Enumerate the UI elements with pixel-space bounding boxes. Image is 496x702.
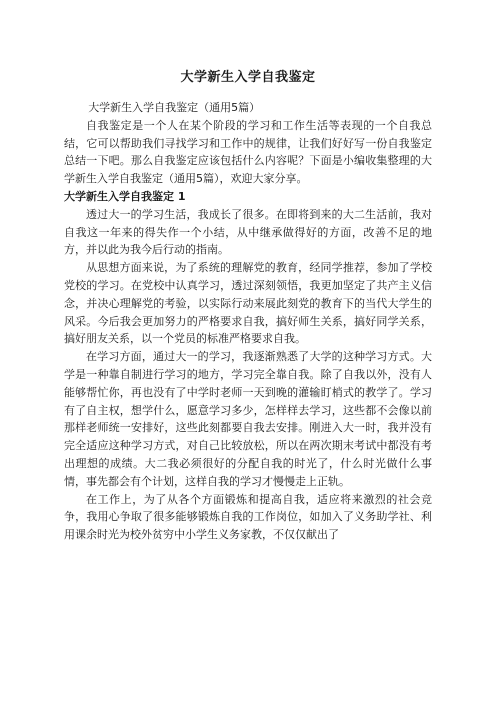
document-subtitle: 大学新生入学自我鉴定（通用5篇）: [88, 101, 261, 114]
document-title: 大学新生入学自我鉴定: [180, 70, 316, 85]
section-heading: 大学新生入学自我鉴定 1: [64, 189, 186, 203]
body-paragraph: 透过大一的学习生活，我成长了很多。在即将到来的大二生活前，我对自我这一年来的得失作一个小结，从中继承做得好的方面，改善不足的地方，并以此为我今后行动的指南。: [64, 207, 432, 257]
body-paragraph: 在学习方面，通过大一的学习，我逐渐熟悉了大学的这种学习方式。大学是一种靠自制进行学习的地方，学习完全靠自我。除了自我以外，没有人能够帮忙你，再也没有了中学时老师一天到晚的灌输盯梢式的教学了。学习有了自主权，想学什么，愿意学习多少，怎样样去学习，这些都不会像以前那样老师统一安排好，这些此刻都要自我去安排。刚进入大一时，我并没有完全适应这种学习方式，对自己比较放松，所以在两次期末考试中都没有考出理想的成绩。大二我必须很好的分配自我的时光了，什么时光做什么事情，事先都会有个计划，这样自我的学习才慢慢走上正轨。: [64, 350, 432, 488]
body-paragraph: 从思想方面来说，为了系统的理解党的教育，经同学推荐，参加了学校党校的学习。在党校中认真学习，透过深刻领悟，我更加坚定了共产主义信念，并决心理解党的考验，以实际行动来展此刻党的教育下的当代大学生的风采。今后我会更加努力的严格要求自我，搞好师生关系，搞好同学关系，搞好朋友关系，以一个党员的标准严格要求自我。: [64, 261, 432, 346]
document-body: [64, 99, 432, 544]
intro-paragraph: 自我鉴定是一个人在某个阶段的学习和工作生活等表现的一个自我总结，它可以帮助我们寻找学习和工作中的规律，让我们好好写一份自我鉴定总结一下吧。那么自我鉴定应该包括什么内容呢？下面是小编收集整理的大学新生入学自我鉴定（通用5篇），欢迎大家分享。: [64, 118, 432, 186]
body-paragraph: 在工作上，为了从各个方面锻炼和提高自我，适应将来激烈的社会竞争，我用心争取了很多能够锻炼自我的工作岗位，如加入了义务助学社、利用课余时光为校外贫穷中小学生义务家教，不仅仅献出了: [64, 492, 432, 542]
